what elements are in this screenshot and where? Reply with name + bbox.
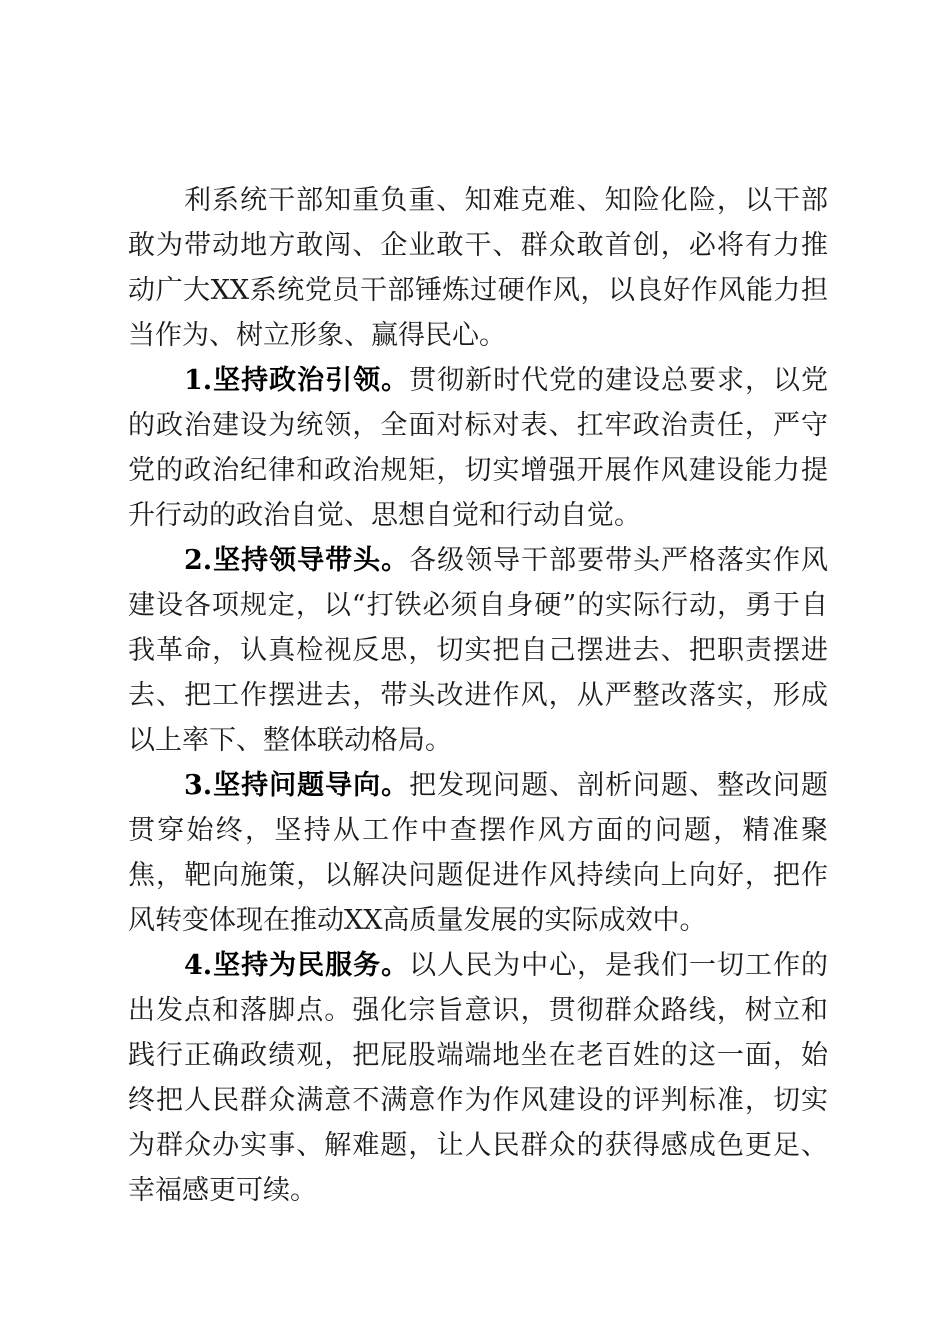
item-body-2: 各级领导干部要带头严格落实作风建设各项规定，以“打铁必须自身硬”的实际行动，勇于自我革命，认真检视反思，切实把自己摆进去、把职责摆进去、把工作摆进去，带头改进作风，从严整改落实，形成以上率下、整体联动格局。 bbox=[128, 545, 829, 756]
intro-text: 利系统干部知重负重、知难克难、知险化险，以干部敢为带动地方敢闯、企业敢干、群众敢首创，必将有力推动广大XX系统党员干部锤炼过硬作风，以良好作风能力担当作为、树立形象、赢得民心。 bbox=[128, 185, 828, 351]
item-paragraph-3 bbox=[128, 763, 828, 943]
item-body-1: 贯彻新时代党的建设总要求，以党的政治建设为统领，全面对标对表、扛牢政治责任，严守党的政治纪律和政治规矩，切实增强开展作风建设能力提升行动的政治自觉、思想自觉和行动自觉。 bbox=[128, 365, 829, 531]
intro-paragraph bbox=[128, 178, 828, 358]
item-body-4: 以人民为中心，是我们一切工作的出发点和落脚点。强化宗旨意识，贯彻群众路线，树立和践行正确政绩观，把屁股端端地坐在老百姓的这一面，始终把人民群众满意不满意作为作风建设的评判标准，切实为群众办实事、解难题，让人民群众的获得感成色更足、幸福感更可续。 bbox=[128, 950, 829, 1206]
item-paragraph-4 bbox=[128, 943, 828, 1213]
item-paragraph-1 bbox=[128, 358, 828, 538]
item-heading-1: 1.坚持政治引领。 bbox=[184, 365, 410, 396]
item-heading-4: 4.坚持为民服务。 bbox=[184, 950, 410, 981]
item-paragraph-2 bbox=[128, 538, 828, 763]
item-body-3: 把发现问题、剖析问题、整改问题贯穿始终，坚持从工作中查摆作风方面的问题，精准聚焦，靶向施策，以解决问题促进作风持续向上向好，把作风转变体现在推动XX高质量发展的实际成效中。 bbox=[128, 770, 829, 936]
item-heading-2: 2.坚持领导带头。 bbox=[184, 545, 410, 576]
document-page bbox=[128, 178, 828, 1213]
item-heading-3: 3.坚持问题导向。 bbox=[184, 770, 410, 801]
